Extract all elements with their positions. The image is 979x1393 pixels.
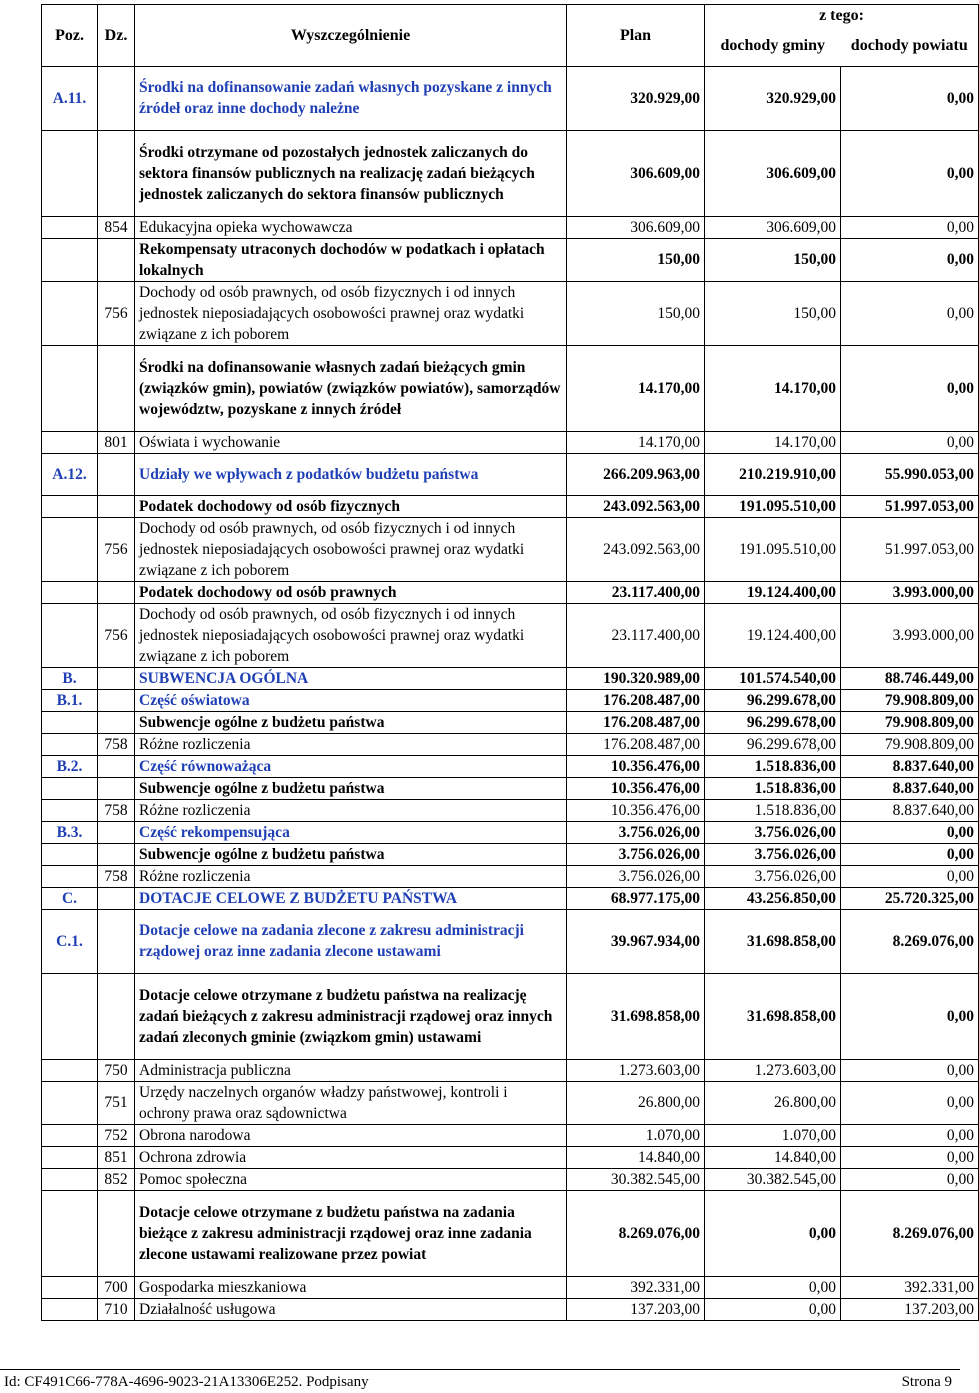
row-dochody-gminy: 26.800,00 [705, 1081, 841, 1124]
row-desc: Środki na dofinansowanie zadań własnych pozyskane z innych źródeł oraz inne dochody należne [135, 66, 567, 130]
row-dochody-gminy: 43.256.850,00 [705, 887, 841, 909]
row-dochody-gminy: 150,00 [705, 281, 841, 345]
row-dz: 852 [98, 1168, 135, 1190]
row-dz [98, 821, 135, 843]
table-row [42, 216, 979, 238]
row-dochody-powiatu: 0,00 [841, 973, 979, 1059]
row-dz: 758 [98, 799, 135, 821]
row-dochody-gminy: 3.756.026,00 [705, 865, 841, 887]
header-plan: Plan [567, 5, 705, 67]
row-dochody-powiatu: 88.746.449,00 [841, 667, 979, 689]
row-poz [42, 1059, 98, 1081]
row-dochody-powiatu: 0,00 [841, 431, 979, 453]
footer-page-number: Strona 9 [901, 1374, 952, 1390]
row-desc: Dochody od osób prawnych, od osób fizycznych i od innych jednostek nieposiadających osobowości prawnej oraz wydatki związane z ich poborem [135, 603, 567, 667]
row-desc: Subwencje ogólne z budżetu państwa [135, 843, 567, 865]
row-desc: Gospodarka mieszkaniowa [135, 1276, 567, 1298]
row-poz [42, 216, 98, 238]
row-poz: A.12. [42, 453, 98, 495]
row-dz: 801 [98, 431, 135, 453]
header-desc: Wyszczególnienie [135, 5, 567, 67]
row-desc: Dotacje celowe na zadania zlecone z zakresu administracji rządowej oraz inne zadania zlecone ustawami [135, 909, 567, 973]
table-row [42, 843, 979, 865]
row-dochody-powiatu: 55.990.053,00 [841, 453, 979, 495]
table-row [42, 1081, 979, 1124]
row-dochody-powiatu: 8.269.076,00 [841, 909, 979, 973]
row-plan: 23.117.400,00 [567, 603, 705, 667]
row-desc: Edukacyjna opieka wychowawcza [135, 216, 567, 238]
row-poz [42, 843, 98, 865]
row-poz [42, 495, 98, 517]
row-dz: 854 [98, 216, 135, 238]
row-dochody-gminy: 210.219.910,00 [705, 453, 841, 495]
row-dochody-gminy: 0,00 [705, 1276, 841, 1298]
table-row [42, 865, 979, 887]
row-dochody-powiatu: 8.269.076,00 [841, 1190, 979, 1276]
row-dz: 752 [98, 1124, 135, 1146]
row-desc: Rekompensaty utraconych dochodów w podatkach i opłatach lokalnych [135, 238, 567, 281]
row-dochody-powiatu: 0,00 [841, 821, 979, 843]
row-plan: 14.170,00 [567, 345, 705, 431]
row-plan: 306.609,00 [567, 216, 705, 238]
row-poz [42, 1276, 98, 1298]
row-poz [42, 603, 98, 667]
row-dz [98, 689, 135, 711]
table-row [42, 821, 979, 843]
table-row [42, 1276, 979, 1298]
footer-document-id: Id: CF491C66-778A-4696-9023-21A13306E252. Podpisany [4, 1374, 369, 1390]
row-plan: 320.929,00 [567, 66, 705, 130]
row-poz [42, 431, 98, 453]
row-dochody-powiatu: 0,00 [841, 843, 979, 865]
row-plan: 1.070,00 [567, 1124, 705, 1146]
row-poz [42, 973, 98, 1059]
row-desc: Dochody od osób prawnych, od osób fizycznych i od innych jednostek nieposiadających osobowości prawnej oraz wydatki związane z ich poborem [135, 517, 567, 581]
row-dochody-gminy: 96.299.678,00 [705, 733, 841, 755]
table-row [42, 453, 979, 495]
row-desc: Działalność usługowa [135, 1298, 567, 1320]
row-dochody-powiatu: 0,00 [841, 345, 979, 431]
budget-table [41, 4, 979, 1321]
table-row [42, 973, 979, 1059]
row-desc: Różne rozliczenia [135, 799, 567, 821]
row-dochody-powiatu: 137.203,00 [841, 1298, 979, 1320]
table-header [42, 5, 979, 67]
table-row [42, 711, 979, 733]
row-poz [42, 1124, 98, 1146]
row-dochody-gminy: 1.070,00 [705, 1124, 841, 1146]
row-dochody-gminy: 306.609,00 [705, 216, 841, 238]
row-desc: Podatek dochodowy od osób prawnych [135, 581, 567, 603]
row-plan: 243.092.563,00 [567, 495, 705, 517]
row-plan: 176.208.487,00 [567, 711, 705, 733]
row-poz [42, 1190, 98, 1276]
row-dochody-gminy: 320.929,00 [705, 66, 841, 130]
row-poz [42, 799, 98, 821]
row-dochody-powiatu: 0,00 [841, 1081, 979, 1124]
table-row [42, 777, 979, 799]
row-poz [42, 130, 98, 216]
row-desc: Dotacje celowe otrzymane z budżetu państwa na zadania bieżące z zakresu administracji rządowej oraz inne zadania zlecone ustawami realizowane przez powiat [135, 1190, 567, 1276]
row-plan: 306.609,00 [567, 130, 705, 216]
row-dz [98, 909, 135, 973]
row-desc: Dotacje celowe otrzymane z budżetu państwa na realizację zadań bieżących z zakresu administracji rządowej oraz innych zadań zleconych gminie (związkom gmin) ustawami [135, 973, 567, 1059]
row-plan: 14.170,00 [567, 431, 705, 453]
row-dochody-gminy: 1.518.836,00 [705, 755, 841, 777]
row-dochody-powiatu: 0,00 [841, 66, 979, 130]
row-plan: 176.208.487,00 [567, 689, 705, 711]
row-desc: Dochody od osób prawnych, od osób fizycznych i od innych jednostek nieposiadających osobowości prawnej oraz wydatki związane z ich poborem [135, 281, 567, 345]
row-dz [98, 238, 135, 281]
row-desc: Subwencje ogólne z budżetu państwa [135, 711, 567, 733]
row-desc: Różne rozliczenia [135, 865, 567, 887]
row-dochody-powiatu: 0,00 [841, 1124, 979, 1146]
row-poz [42, 581, 98, 603]
row-dochody-gminy: 19.124.400,00 [705, 581, 841, 603]
row-dz: 758 [98, 733, 135, 755]
row-plan: 39.967.934,00 [567, 909, 705, 973]
row-dochody-gminy: 150,00 [705, 238, 841, 281]
table-row [42, 887, 979, 909]
header-dz: Dz. [98, 5, 135, 67]
row-dz [98, 711, 135, 733]
row-dochody-powiatu: 0,00 [841, 238, 979, 281]
row-plan: 26.800,00 [567, 1081, 705, 1124]
row-plan: 3.756.026,00 [567, 865, 705, 887]
row-dochody-gminy: 14.840,00 [705, 1146, 841, 1168]
row-dochody-gminy: 14.170,00 [705, 431, 841, 453]
table-row [42, 66, 979, 130]
row-plan: 14.840,00 [567, 1146, 705, 1168]
row-dochody-gminy: 306.609,00 [705, 130, 841, 216]
row-dochody-gminy: 191.095.510,00 [705, 495, 841, 517]
row-plan: 23.117.400,00 [567, 581, 705, 603]
table-row [42, 1168, 979, 1190]
row-dochody-powiatu: 8.837.640,00 [841, 755, 979, 777]
row-plan: 30.382.545,00 [567, 1168, 705, 1190]
row-dochody-powiatu: 79.908.809,00 [841, 711, 979, 733]
row-plan: 68.977.175,00 [567, 887, 705, 909]
row-dz [98, 130, 135, 216]
table-row [42, 1298, 979, 1320]
row-desc: Udziały we wpływach z podatków budżetu państwa [135, 453, 567, 495]
table-row [42, 603, 979, 667]
row-dz: 758 [98, 865, 135, 887]
table-row [42, 1146, 979, 1168]
row-poz [42, 345, 98, 431]
row-poz [42, 733, 98, 755]
header-dochody-powiatu: dochody powiatu [841, 26, 979, 66]
row-desc: Różne rozliczenia [135, 733, 567, 755]
row-poz [42, 711, 98, 733]
row-poz: B.2. [42, 755, 98, 777]
table-row [42, 667, 979, 689]
row-dz [98, 495, 135, 517]
row-dochody-gminy: 3.756.026,00 [705, 843, 841, 865]
row-desc: Część rekompensująca [135, 821, 567, 843]
row-dochody-powiatu: 0,00 [841, 130, 979, 216]
row-dz [98, 453, 135, 495]
row-plan: 10.356.476,00 [567, 799, 705, 821]
table-row [42, 130, 979, 216]
row-dochody-powiatu: 0,00 [841, 281, 979, 345]
table-body [42, 66, 979, 1320]
row-plan: 266.209.963,00 [567, 453, 705, 495]
row-dochody-gminy: 31.698.858,00 [705, 973, 841, 1059]
table-row [42, 755, 979, 777]
row-dz: 756 [98, 517, 135, 581]
row-dochody-powiatu: 8.837.640,00 [841, 799, 979, 821]
row-poz [42, 281, 98, 345]
row-poz: C. [42, 887, 98, 909]
row-poz: B.3. [42, 821, 98, 843]
row-poz [42, 1168, 98, 1190]
row-poz [42, 1146, 98, 1168]
row-dochody-gminy: 96.299.678,00 [705, 711, 841, 733]
row-dz: 710 [98, 1298, 135, 1320]
table-row [42, 1190, 979, 1276]
row-desc: Część równoważąca [135, 755, 567, 777]
row-poz: C.1. [42, 909, 98, 973]
row-dochody-gminy: 30.382.545,00 [705, 1168, 841, 1190]
header-poz: Poz. [42, 5, 98, 67]
header-z-tego: z tego: [705, 5, 979, 27]
row-dz [98, 887, 135, 909]
row-dochody-gminy: 1.518.836,00 [705, 799, 841, 821]
row-desc: Środki na dofinansowanie własnych zadań bieżących gmin (związków gmin), powiatów (związków powiatów), samorządów województw, pozyskane z innych źródeł [135, 345, 567, 431]
table-row [42, 581, 979, 603]
row-plan: 150,00 [567, 281, 705, 345]
row-desc: Subwencje ogólne z budżetu państwa [135, 777, 567, 799]
row-desc: Administracja publiczna [135, 1059, 567, 1081]
row-plan: 10.356.476,00 [567, 777, 705, 799]
row-poz: B. [42, 667, 98, 689]
row-dochody-gminy: 0,00 [705, 1190, 841, 1276]
row-dochody-powiatu: 3.993.000,00 [841, 581, 979, 603]
row-dochody-powiatu: 0,00 [841, 865, 979, 887]
row-poz: A.11. [42, 66, 98, 130]
row-plan: 190.320.989,00 [567, 667, 705, 689]
row-desc: DOTACJE CELOWE Z BUDŻETU PAŃSTWA [135, 887, 567, 909]
row-dochody-gminy: 0,00 [705, 1298, 841, 1320]
table-row [42, 495, 979, 517]
row-dochody-gminy: 3.756.026,00 [705, 821, 841, 843]
row-dochody-powiatu: 3.993.000,00 [841, 603, 979, 667]
table-row [42, 281, 979, 345]
table-row [42, 689, 979, 711]
row-dz: 756 [98, 281, 135, 345]
table-row [42, 799, 979, 821]
table-row [42, 1059, 979, 1081]
row-dochody-powiatu: 25.720.325,00 [841, 887, 979, 909]
row-dochody-gminy: 96.299.678,00 [705, 689, 841, 711]
row-dz [98, 667, 135, 689]
row-dz: 751 [98, 1081, 135, 1124]
row-desc: Podatek dochodowy od osób fizycznych [135, 495, 567, 517]
row-dz [98, 973, 135, 1059]
row-dochody-powiatu: 0,00 [841, 216, 979, 238]
row-desc: Część oświatowa [135, 689, 567, 711]
row-dochody-powiatu: 392.331,00 [841, 1276, 979, 1298]
row-dochody-powiatu: 0,00 [841, 1059, 979, 1081]
row-desc: Oświata i wychowanie [135, 431, 567, 453]
row-dz [98, 345, 135, 431]
row-dz [98, 843, 135, 865]
row-poz [42, 1298, 98, 1320]
header-dochody-gminy: dochody gminy [705, 26, 841, 66]
row-dochody-gminy: 101.574.540,00 [705, 667, 841, 689]
row-desc: Ochrona zdrowia [135, 1146, 567, 1168]
footer-divider [0, 1369, 960, 1370]
row-poz [42, 517, 98, 581]
row-dochody-powiatu: 8.837.640,00 [841, 777, 979, 799]
row-dochody-gminy: 191.095.510,00 [705, 517, 841, 581]
row-plan: 3.756.026,00 [567, 821, 705, 843]
row-poz [42, 865, 98, 887]
row-poz: B.1. [42, 689, 98, 711]
row-dochody-powiatu: 0,00 [841, 1168, 979, 1190]
row-plan: 150,00 [567, 238, 705, 281]
row-desc: Środki otrzymane od pozostałych jednostek zaliczanych do sektora finansów publicznych na realizację zadań bieżących jednostek zaliczanych do sektora finansów publicznych [135, 130, 567, 216]
row-dochody-gminy: 1.518.836,00 [705, 777, 841, 799]
table-row [42, 909, 979, 973]
row-dochody-gminy: 1.273.603,00 [705, 1059, 841, 1081]
row-dz: 750 [98, 1059, 135, 1081]
row-dz [98, 581, 135, 603]
row-dochody-powiatu: 79.908.809,00 [841, 733, 979, 755]
row-plan: 243.092.563,00 [567, 517, 705, 581]
table-row [42, 345, 979, 431]
row-plan: 1.273.603,00 [567, 1059, 705, 1081]
row-plan: 392.331,00 [567, 1276, 705, 1298]
table-row [42, 431, 979, 453]
row-poz [42, 777, 98, 799]
row-plan: 176.208.487,00 [567, 733, 705, 755]
row-dz [98, 1190, 135, 1276]
table-row [42, 238, 979, 281]
row-dz: 756 [98, 603, 135, 667]
row-plan: 137.203,00 [567, 1298, 705, 1320]
row-desc: Obrona narodowa [135, 1124, 567, 1146]
row-dochody-powiatu: 51.997.053,00 [841, 517, 979, 581]
row-plan: 31.698.858,00 [567, 973, 705, 1059]
row-dochody-powiatu: 0,00 [841, 1146, 979, 1168]
row-dz: 700 [98, 1276, 135, 1298]
row-dz [98, 755, 135, 777]
row-dochody-powiatu: 51.997.053,00 [841, 495, 979, 517]
table-row [42, 733, 979, 755]
table-row [42, 1124, 979, 1146]
row-plan: 8.269.076,00 [567, 1190, 705, 1276]
row-dz: 851 [98, 1146, 135, 1168]
row-desc: Urzędy naczelnych organów władzy państwowej, kontroli i ochrony prawa oraz sądownictwa [135, 1081, 567, 1124]
row-dochody-powiatu: 79.908.809,00 [841, 689, 979, 711]
row-dz [98, 66, 135, 130]
row-dochody-gminy: 31.698.858,00 [705, 909, 841, 973]
row-plan: 10.356.476,00 [567, 755, 705, 777]
row-poz [42, 1081, 98, 1124]
row-desc: Pomoc społeczna [135, 1168, 567, 1190]
table-row [42, 517, 979, 581]
row-plan: 3.756.026,00 [567, 843, 705, 865]
row-desc: SUBWENCJA OGÓLNA [135, 667, 567, 689]
row-poz [42, 238, 98, 281]
row-dz [98, 777, 135, 799]
row-dochody-gminy: 19.124.400,00 [705, 603, 841, 667]
row-dochody-gminy: 14.170,00 [705, 345, 841, 431]
